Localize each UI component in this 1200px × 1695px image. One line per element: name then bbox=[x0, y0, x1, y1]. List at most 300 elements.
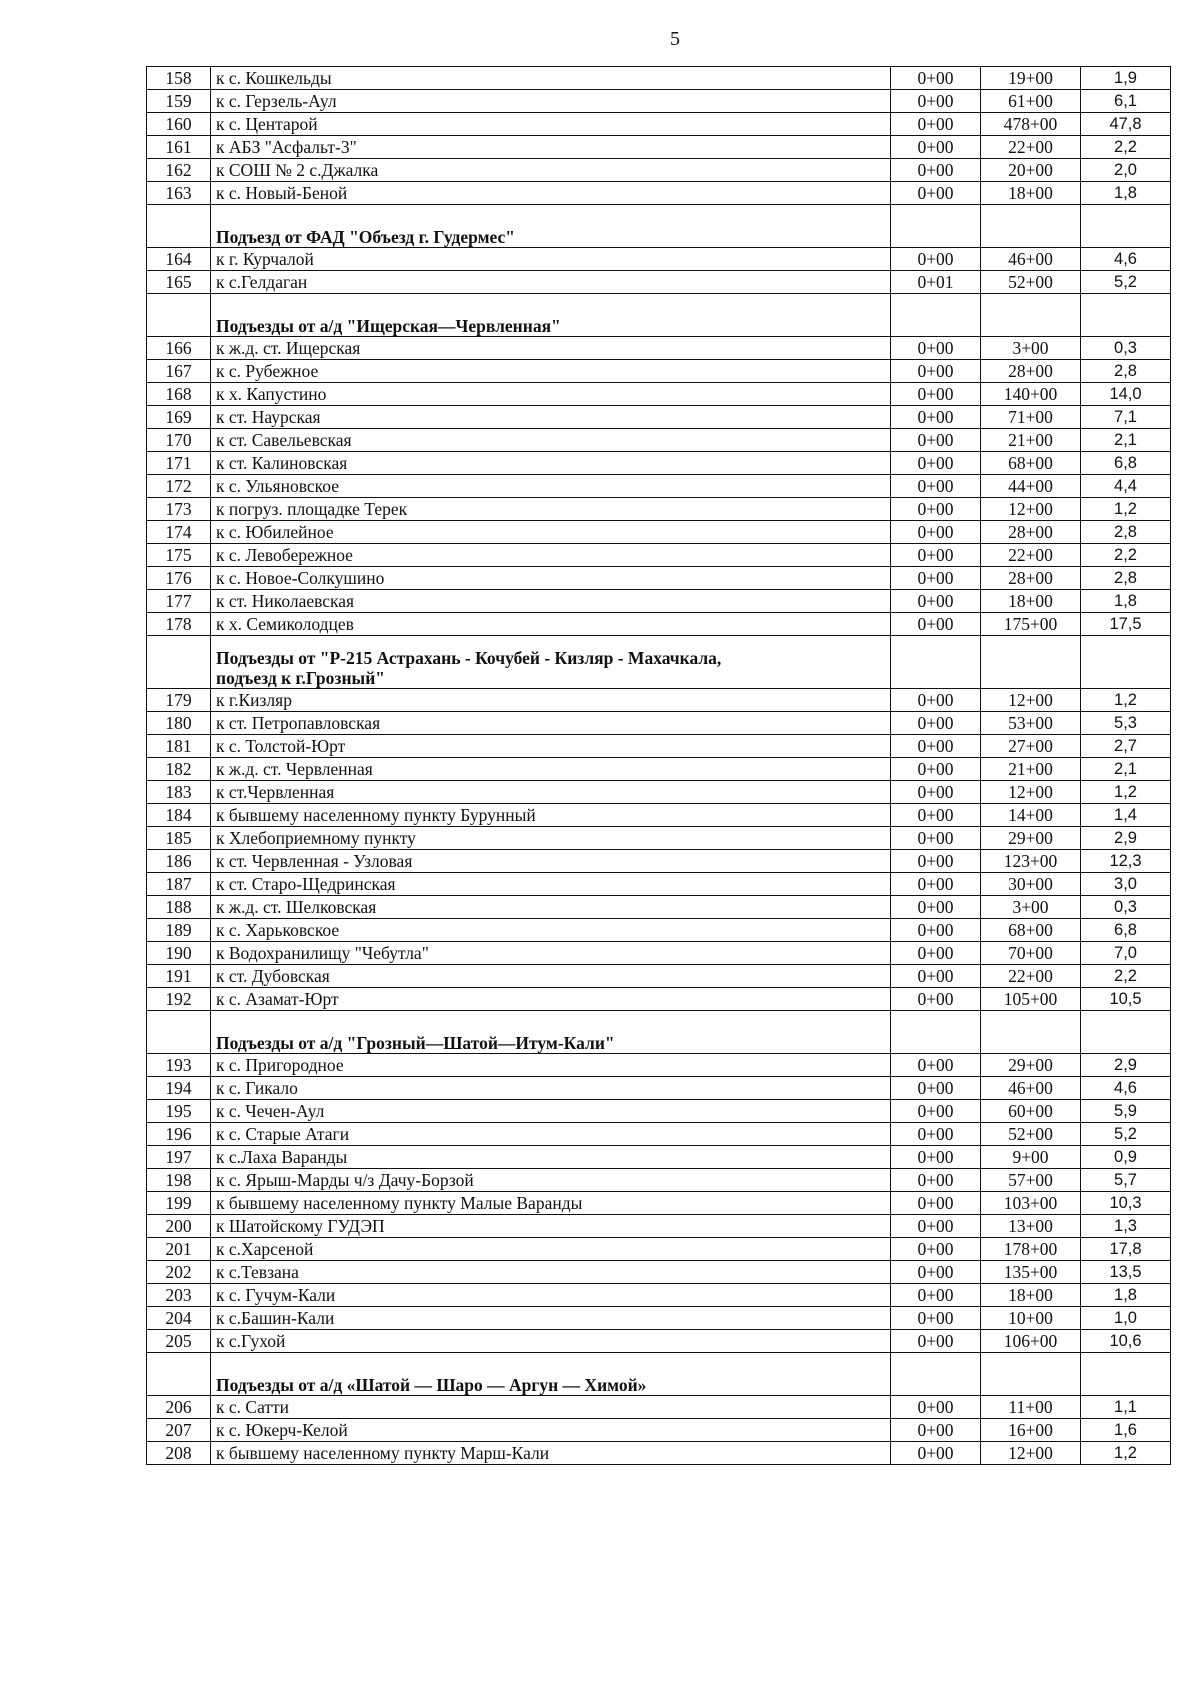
start-km-cell: 0+00 bbox=[891, 758, 981, 781]
start-km-cell: 0+00 bbox=[891, 406, 981, 429]
length-km-cell: 4,4 bbox=[1081, 475, 1171, 498]
start-km-cell: 0+00 bbox=[891, 182, 981, 205]
road-name-cell: к с.Тевзана bbox=[211, 1261, 891, 1284]
table-row bbox=[147, 1054, 1171, 1077]
section-header-row bbox=[147, 205, 1171, 248]
start-km-cell: 0+00 bbox=[891, 850, 981, 873]
length-km-cell: 12,3 bbox=[1081, 850, 1171, 873]
end-km-cell: 52+00 bbox=[981, 271, 1081, 294]
road-name-cell: к с. Юкерч-Келой bbox=[211, 1419, 891, 1442]
start-km-cell: 0+00 bbox=[891, 498, 981, 521]
row-number-cell: 161 bbox=[147, 136, 211, 159]
end-km-cell: 44+00 bbox=[981, 475, 1081, 498]
length-km-cell: 5,3 bbox=[1081, 712, 1171, 735]
end-km-cell: 10+00 bbox=[981, 1307, 1081, 1330]
section-length-cell bbox=[1081, 636, 1171, 689]
row-number-cell: 205 bbox=[147, 1330, 211, 1353]
length-km-cell: 1,2 bbox=[1081, 781, 1171, 804]
road-name-cell: к х. Капустино bbox=[211, 383, 891, 406]
end-km-cell: 68+00 bbox=[981, 452, 1081, 475]
length-km-cell: 5,7 bbox=[1081, 1169, 1171, 1192]
road-name-cell: к с. Центарой bbox=[211, 113, 891, 136]
end-km-cell: 12+00 bbox=[981, 689, 1081, 712]
length-km-cell: 1,2 bbox=[1081, 498, 1171, 521]
end-km-cell: 22+00 bbox=[981, 965, 1081, 988]
table-row bbox=[147, 758, 1171, 781]
length-km-cell: 1,1 bbox=[1081, 1396, 1171, 1419]
length-km-cell: 2,9 bbox=[1081, 1054, 1171, 1077]
table-row bbox=[147, 965, 1171, 988]
end-km-cell: 71+00 bbox=[981, 406, 1081, 429]
road-name-cell: к с. Герзель-Аул bbox=[211, 90, 891, 113]
table-row bbox=[147, 781, 1171, 804]
road-name-cell: к ст. Савельевская bbox=[211, 429, 891, 452]
section-num-cell bbox=[147, 294, 211, 337]
end-km-cell: 46+00 bbox=[981, 1077, 1081, 1100]
start-km-cell: 0+01 bbox=[891, 271, 981, 294]
row-number-cell: 208 bbox=[147, 1442, 211, 1465]
start-km-cell: 0+00 bbox=[891, 965, 981, 988]
end-km-cell: 18+00 bbox=[981, 590, 1081, 613]
road-name-cell: к СОШ № 2 с.Джалка bbox=[211, 159, 891, 182]
table-row bbox=[147, 988, 1171, 1011]
row-number-cell: 172 bbox=[147, 475, 211, 498]
road-name-cell: к с. Новый-Беной bbox=[211, 182, 891, 205]
end-km-cell: 3+00 bbox=[981, 337, 1081, 360]
road-name-cell: к ст. Наурская bbox=[211, 406, 891, 429]
start-km-cell: 0+00 bbox=[891, 113, 981, 136]
row-number-cell: 166 bbox=[147, 337, 211, 360]
road-name-cell: к Шатойскому ГУДЭП bbox=[211, 1215, 891, 1238]
road-name-cell: к ст. Петропавловская bbox=[211, 712, 891, 735]
row-number-cell: 188 bbox=[147, 896, 211, 919]
table-row bbox=[147, 1419, 1171, 1442]
table-row bbox=[147, 113, 1171, 136]
table-row bbox=[147, 1442, 1171, 1465]
section-title: Подъезды от "Р-215 Астрахань - Кочубей - Кизляр - Махачкала, подъезд к г.Грозный" bbox=[211, 636, 891, 689]
section-end-cell bbox=[981, 205, 1081, 248]
start-km-cell: 0+00 bbox=[891, 988, 981, 1011]
section-header-row bbox=[147, 294, 1171, 337]
start-km-cell: 0+00 bbox=[891, 1396, 981, 1419]
table-row bbox=[147, 712, 1171, 735]
table-row bbox=[147, 360, 1171, 383]
end-km-cell: 14+00 bbox=[981, 804, 1081, 827]
row-number-cell: 204 bbox=[147, 1307, 211, 1330]
length-km-cell: 1,2 bbox=[1081, 1442, 1171, 1465]
length-km-cell: 10,6 bbox=[1081, 1330, 1171, 1353]
length-km-cell: 1,4 bbox=[1081, 804, 1171, 827]
length-km-cell: 17,8 bbox=[1081, 1238, 1171, 1261]
start-km-cell: 0+00 bbox=[891, 1307, 981, 1330]
table-row bbox=[147, 248, 1171, 271]
row-number-cell: 178 bbox=[147, 613, 211, 636]
row-number-cell: 182 bbox=[147, 758, 211, 781]
road-name-cell: к г.Кизляр bbox=[211, 689, 891, 712]
length-km-cell: 5,2 bbox=[1081, 1123, 1171, 1146]
section-title: Подъезды от а/д "Грозный—Шатой—Итум-Кали" bbox=[211, 1011, 891, 1054]
table-row bbox=[147, 567, 1171, 590]
length-km-cell: 6,8 bbox=[1081, 919, 1171, 942]
end-km-cell: 57+00 bbox=[981, 1169, 1081, 1192]
road-name-cell: к с. Пригородное bbox=[211, 1054, 891, 1077]
start-km-cell: 0+00 bbox=[891, 827, 981, 850]
end-km-cell: 12+00 bbox=[981, 498, 1081, 521]
table-row bbox=[147, 942, 1171, 965]
row-number-cell: 165 bbox=[147, 271, 211, 294]
section-length-cell bbox=[1081, 1011, 1171, 1054]
end-km-cell: 9+00 bbox=[981, 1146, 1081, 1169]
length-km-cell: 10,5 bbox=[1081, 988, 1171, 1011]
road-name-cell: к бывшему населенному пункту Малые Варанды bbox=[211, 1192, 891, 1215]
table-row bbox=[147, 429, 1171, 452]
length-km-cell: 4,6 bbox=[1081, 248, 1171, 271]
table-row bbox=[147, 1396, 1171, 1419]
end-km-cell: 21+00 bbox=[981, 429, 1081, 452]
length-km-cell: 3,0 bbox=[1081, 873, 1171, 896]
end-km-cell: 30+00 bbox=[981, 873, 1081, 896]
end-km-cell: 46+00 bbox=[981, 248, 1081, 271]
row-number-cell: 163 bbox=[147, 182, 211, 205]
length-km-cell: 2,0 bbox=[1081, 159, 1171, 182]
end-km-cell: 29+00 bbox=[981, 827, 1081, 850]
length-km-cell: 1,3 bbox=[1081, 1215, 1171, 1238]
start-km-cell: 0+00 bbox=[891, 1192, 981, 1215]
table-row bbox=[147, 1215, 1171, 1238]
table-row bbox=[147, 136, 1171, 159]
row-number-cell: 174 bbox=[147, 521, 211, 544]
length-km-cell: 47,8 bbox=[1081, 113, 1171, 136]
length-km-cell: 1,8 bbox=[1081, 1284, 1171, 1307]
end-km-cell: 11+00 bbox=[981, 1396, 1081, 1419]
start-km-cell: 0+00 bbox=[891, 735, 981, 758]
start-km-cell: 0+00 bbox=[891, 689, 981, 712]
length-km-cell: 0,9 bbox=[1081, 1146, 1171, 1169]
length-km-cell: 14,0 bbox=[1081, 383, 1171, 406]
length-km-cell: 2,2 bbox=[1081, 965, 1171, 988]
end-km-cell: 61+00 bbox=[981, 90, 1081, 113]
length-km-cell: 2,2 bbox=[1081, 136, 1171, 159]
road-name-cell: к с. Сатти bbox=[211, 1396, 891, 1419]
start-km-cell: 0+00 bbox=[891, 873, 981, 896]
length-km-cell: 1,2 bbox=[1081, 689, 1171, 712]
section-end-cell bbox=[981, 636, 1081, 689]
length-km-cell: 2,8 bbox=[1081, 567, 1171, 590]
row-number-cell: 194 bbox=[147, 1077, 211, 1100]
start-km-cell: 0+00 bbox=[891, 1077, 981, 1100]
start-km-cell: 0+00 bbox=[891, 919, 981, 942]
table-row bbox=[147, 1330, 1171, 1353]
row-number-cell: 203 bbox=[147, 1284, 211, 1307]
table-row bbox=[147, 337, 1171, 360]
start-km-cell: 0+00 bbox=[891, 67, 981, 90]
table-row bbox=[147, 804, 1171, 827]
table-row bbox=[147, 689, 1171, 712]
end-km-cell: 52+00 bbox=[981, 1123, 1081, 1146]
end-km-cell: 21+00 bbox=[981, 758, 1081, 781]
length-km-cell: 2,9 bbox=[1081, 827, 1171, 850]
table-row bbox=[147, 498, 1171, 521]
table-row bbox=[147, 452, 1171, 475]
row-number-cell: 192 bbox=[147, 988, 211, 1011]
length-km-cell: 0,3 bbox=[1081, 337, 1171, 360]
table-row bbox=[147, 521, 1171, 544]
row-number-cell: 185 bbox=[147, 827, 211, 850]
row-number-cell: 197 bbox=[147, 1146, 211, 1169]
road-name-cell: к с. Новое-Солкушино bbox=[211, 567, 891, 590]
section-end-cell bbox=[981, 294, 1081, 337]
start-km-cell: 0+00 bbox=[891, 452, 981, 475]
section-start-cell bbox=[891, 294, 981, 337]
length-km-cell: 2,2 bbox=[1081, 544, 1171, 567]
section-length-cell bbox=[1081, 294, 1171, 337]
road-name-cell: к с. Ярыш-Марды ч/з Дачу-Борзой bbox=[211, 1169, 891, 1192]
length-km-cell: 4,6 bbox=[1081, 1077, 1171, 1100]
road-name-cell: к ж.д. ст. Шелковская bbox=[211, 896, 891, 919]
start-km-cell: 0+00 bbox=[891, 1054, 981, 1077]
table-row bbox=[147, 873, 1171, 896]
end-km-cell: 478+00 bbox=[981, 113, 1081, 136]
end-km-cell: 53+00 bbox=[981, 712, 1081, 735]
row-number-cell: 176 bbox=[147, 567, 211, 590]
end-km-cell: 68+00 bbox=[981, 919, 1081, 942]
section-title: Подъезд от ФАД "Объезд г. Гудермес" bbox=[211, 205, 891, 248]
road-name-cell: к с.Лаха Варанды bbox=[211, 1146, 891, 1169]
end-km-cell: 103+00 bbox=[981, 1192, 1081, 1215]
row-number-cell: 162 bbox=[147, 159, 211, 182]
road-name-cell: к г. Курчалой bbox=[211, 248, 891, 271]
length-km-cell: 7,0 bbox=[1081, 942, 1171, 965]
row-number-cell: 181 bbox=[147, 735, 211, 758]
table-row bbox=[147, 475, 1171, 498]
table-row bbox=[147, 1307, 1171, 1330]
table-row bbox=[147, 1123, 1171, 1146]
start-km-cell: 0+00 bbox=[891, 1169, 981, 1192]
start-km-cell: 0+00 bbox=[891, 1261, 981, 1284]
table-row bbox=[147, 159, 1171, 182]
row-number-cell: 183 bbox=[147, 781, 211, 804]
row-number-cell: 169 bbox=[147, 406, 211, 429]
section-start-cell bbox=[891, 636, 981, 689]
start-km-cell: 0+00 bbox=[891, 136, 981, 159]
road-name-cell: к с. Кошкельды bbox=[211, 67, 891, 90]
row-number-cell: 189 bbox=[147, 919, 211, 942]
road-name-cell: к с. Левобережное bbox=[211, 544, 891, 567]
road-name-cell: к с. Харьковское bbox=[211, 919, 891, 942]
row-number-cell: 171 bbox=[147, 452, 211, 475]
road-name-cell: к ж.д. ст. Червленная bbox=[211, 758, 891, 781]
start-km-cell: 0+00 bbox=[891, 1100, 981, 1123]
length-km-cell: 6,8 bbox=[1081, 452, 1171, 475]
road-name-cell: к с. Старые Атаги bbox=[211, 1123, 891, 1146]
road-name-cell: к бывшему населенному пункту Марш-Кали bbox=[211, 1442, 891, 1465]
start-km-cell: 0+00 bbox=[891, 383, 981, 406]
start-km-cell: 0+00 bbox=[891, 159, 981, 182]
start-km-cell: 0+00 bbox=[891, 1146, 981, 1169]
start-km-cell: 0+00 bbox=[891, 942, 981, 965]
length-km-cell: 0,3 bbox=[1081, 896, 1171, 919]
end-km-cell: 22+00 bbox=[981, 136, 1081, 159]
start-km-cell: 0+00 bbox=[891, 567, 981, 590]
road-name-cell: к ст. Дубовская bbox=[211, 965, 891, 988]
table-row bbox=[147, 182, 1171, 205]
section-header-row bbox=[147, 1011, 1171, 1054]
start-km-cell: 0+00 bbox=[891, 1238, 981, 1261]
section-num-cell bbox=[147, 636, 211, 689]
end-km-cell: 106+00 bbox=[981, 1330, 1081, 1353]
end-km-cell: 28+00 bbox=[981, 360, 1081, 383]
row-number-cell: 198 bbox=[147, 1169, 211, 1192]
table-row bbox=[147, 1284, 1171, 1307]
row-number-cell: 191 bbox=[147, 965, 211, 988]
start-km-cell: 0+00 bbox=[891, 1442, 981, 1465]
road-name-cell: к с. Гикало bbox=[211, 1077, 891, 1100]
end-km-cell: 20+00 bbox=[981, 159, 1081, 182]
end-km-cell: 13+00 bbox=[981, 1215, 1081, 1238]
row-number-cell: 159 bbox=[147, 90, 211, 113]
table-row bbox=[147, 1100, 1171, 1123]
end-km-cell: 18+00 bbox=[981, 1284, 1081, 1307]
start-km-cell: 0+00 bbox=[891, 781, 981, 804]
length-km-cell: 6,1 bbox=[1081, 90, 1171, 113]
section-end-cell bbox=[981, 1353, 1081, 1396]
road-name-cell: к с.Гелдаган bbox=[211, 271, 891, 294]
row-number-cell: 160 bbox=[147, 113, 211, 136]
start-km-cell: 0+00 bbox=[891, 804, 981, 827]
table-row bbox=[147, 850, 1171, 873]
length-km-cell: 2,7 bbox=[1081, 735, 1171, 758]
table-row bbox=[147, 613, 1171, 636]
start-km-cell: 0+00 bbox=[891, 613, 981, 636]
table-row bbox=[147, 406, 1171, 429]
end-km-cell: 12+00 bbox=[981, 781, 1081, 804]
road-name-cell: к Водохранилищу "Чебутла" bbox=[211, 942, 891, 965]
end-km-cell: 123+00 bbox=[981, 850, 1081, 873]
length-km-cell: 7,1 bbox=[1081, 406, 1171, 429]
length-km-cell: 2,1 bbox=[1081, 429, 1171, 452]
road-name-cell: к с. Гучум-Кали bbox=[211, 1284, 891, 1307]
table-row bbox=[147, 383, 1171, 406]
table-row bbox=[147, 590, 1171, 613]
section-end-cell bbox=[981, 1011, 1081, 1054]
row-number-cell: 184 bbox=[147, 804, 211, 827]
end-km-cell: 70+00 bbox=[981, 942, 1081, 965]
length-km-cell: 17,5 bbox=[1081, 613, 1171, 636]
section-title: Подъезды от а/д "Ищерская—Червленная" bbox=[211, 294, 891, 337]
start-km-cell: 0+00 bbox=[891, 712, 981, 735]
section-title: Подъезды от а/д «Шатой — Шаро — Аргун — Химой» bbox=[211, 1353, 891, 1396]
row-number-cell: 179 bbox=[147, 689, 211, 712]
row-number-cell: 199 bbox=[147, 1192, 211, 1215]
road-name-cell: к х. Семиколодцев bbox=[211, 613, 891, 636]
road-name-cell: к с. Юбилейное bbox=[211, 521, 891, 544]
row-number-cell: 168 bbox=[147, 383, 211, 406]
row-number-cell: 175 bbox=[147, 544, 211, 567]
row-number-cell: 196 bbox=[147, 1123, 211, 1146]
row-number-cell: 202 bbox=[147, 1261, 211, 1284]
end-km-cell: 18+00 bbox=[981, 182, 1081, 205]
road-name-cell: к с. Толстой-Юрт bbox=[211, 735, 891, 758]
section-start-cell bbox=[891, 1353, 981, 1396]
table-row bbox=[147, 919, 1171, 942]
end-km-cell: 28+00 bbox=[981, 567, 1081, 590]
road-name-cell: к бывшему населенному пункту Бурунный bbox=[211, 804, 891, 827]
end-km-cell: 28+00 bbox=[981, 521, 1081, 544]
road-name-cell: к АБЗ "Асфальт-3" bbox=[211, 136, 891, 159]
row-number-cell: 177 bbox=[147, 590, 211, 613]
end-km-cell: 12+00 bbox=[981, 1442, 1081, 1465]
section-start-cell bbox=[891, 1011, 981, 1054]
road-name-cell: к погруз. площадке Терек bbox=[211, 498, 891, 521]
end-km-cell: 16+00 bbox=[981, 1419, 1081, 1442]
section-header-row bbox=[147, 636, 1171, 689]
road-name-cell: к с.Харсеной bbox=[211, 1238, 891, 1261]
table-row bbox=[147, 67, 1171, 90]
table-row bbox=[147, 1261, 1171, 1284]
table-row bbox=[147, 271, 1171, 294]
row-number-cell: 167 bbox=[147, 360, 211, 383]
road-name-cell: к с. Чечен-Аул bbox=[211, 1100, 891, 1123]
start-km-cell: 0+00 bbox=[891, 248, 981, 271]
start-km-cell: 0+00 bbox=[891, 90, 981, 113]
road-name-cell: к Хлебоприемному пункту bbox=[211, 827, 891, 850]
end-km-cell: 27+00 bbox=[981, 735, 1081, 758]
section-length-cell bbox=[1081, 205, 1171, 248]
section-num-cell bbox=[147, 1353, 211, 1396]
length-km-cell: 2,8 bbox=[1081, 521, 1171, 544]
section-header-row bbox=[147, 1353, 1171, 1396]
road-name-cell: к ст. Червленная - Узловая bbox=[211, 850, 891, 873]
road-name-cell: к ст. Николаевская bbox=[211, 590, 891, 613]
row-number-cell: 180 bbox=[147, 712, 211, 735]
roads-table bbox=[146, 66, 1171, 1465]
start-km-cell: 0+00 bbox=[891, 896, 981, 919]
section-length-cell bbox=[1081, 1353, 1171, 1396]
table-row bbox=[147, 827, 1171, 850]
length-km-cell: 1,8 bbox=[1081, 182, 1171, 205]
table-row bbox=[147, 1238, 1171, 1261]
row-number-cell: 201 bbox=[147, 1238, 211, 1261]
page-number: 5 bbox=[670, 28, 680, 50]
start-km-cell: 0+00 bbox=[891, 337, 981, 360]
table-row bbox=[147, 1192, 1171, 1215]
road-name-cell: к с.Башин-Кали bbox=[211, 1307, 891, 1330]
start-km-cell: 0+00 bbox=[891, 1330, 981, 1353]
row-number-cell: 195 bbox=[147, 1100, 211, 1123]
road-name-cell: к с. Рубежное bbox=[211, 360, 891, 383]
start-km-cell: 0+00 bbox=[891, 590, 981, 613]
end-km-cell: 105+00 bbox=[981, 988, 1081, 1011]
road-name-cell: к с. Ульяновское bbox=[211, 475, 891, 498]
end-km-cell: 22+00 bbox=[981, 544, 1081, 567]
start-km-cell: 0+00 bbox=[891, 475, 981, 498]
length-km-cell: 1,0 bbox=[1081, 1307, 1171, 1330]
end-km-cell: 175+00 bbox=[981, 613, 1081, 636]
length-km-cell: 10,3 bbox=[1081, 1192, 1171, 1215]
road-name-cell: к с. Азамат-Юрт bbox=[211, 988, 891, 1011]
row-number-cell: 206 bbox=[147, 1396, 211, 1419]
length-km-cell: 13,5 bbox=[1081, 1261, 1171, 1284]
row-number-cell: 200 bbox=[147, 1215, 211, 1238]
start-km-cell: 0+00 bbox=[891, 1284, 981, 1307]
length-km-cell: 2,1 bbox=[1081, 758, 1171, 781]
length-km-cell: 1,6 bbox=[1081, 1419, 1171, 1442]
length-km-cell: 2,8 bbox=[1081, 360, 1171, 383]
start-km-cell: 0+00 bbox=[891, 360, 981, 383]
row-number-cell: 170 bbox=[147, 429, 211, 452]
end-km-cell: 135+00 bbox=[981, 1261, 1081, 1284]
row-number-cell: 190 bbox=[147, 942, 211, 965]
